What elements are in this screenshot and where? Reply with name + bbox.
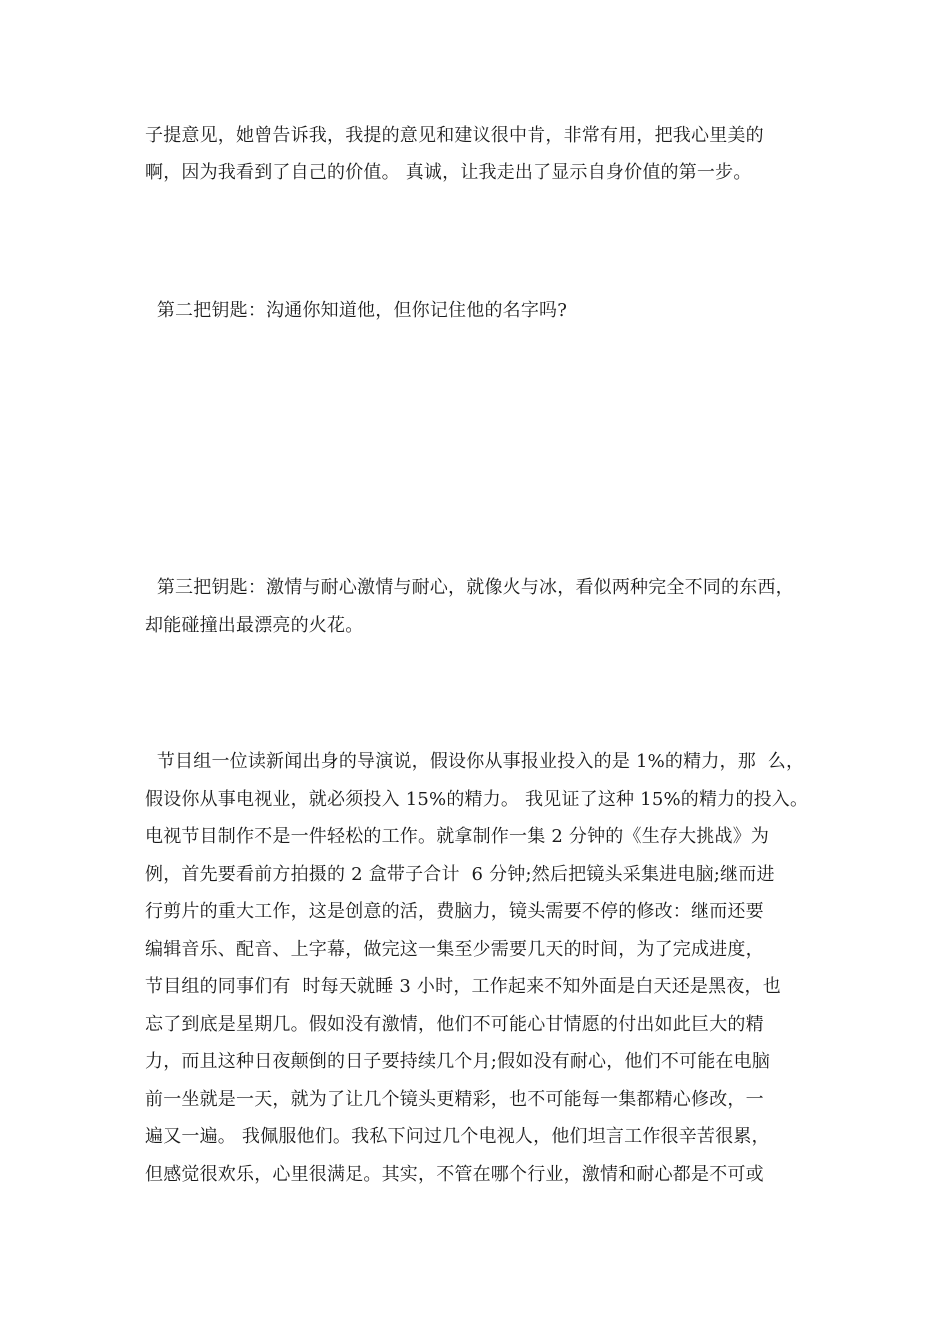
- paragraph-main-line: 忘了到底是星期几。假如没有激情，他们不可能心甘情愿的付出如此巨大的精: [145, 1014, 764, 1035]
- paragraph-main-line: 例，首先要看前方拍摄的 2 盒带子合计 6 分钟;然后把镜头采集进电脑;继而进: [145, 864, 775, 885]
- paragraph-key-3-line-2: 却能碰撞出最漂亮的火花。: [145, 615, 364, 636]
- paragraph-main-line: 但感觉很欢乐，心里很满足。其实，不管在哪个行业，激情和耐心都是不可或: [145, 1164, 764, 1185]
- paragraph-main-line: 假设你从事电视业，就必须投入 15%的精力。 我见证了这种 15%的精力的投入。: [145, 789, 809, 810]
- paragraph-main-line: 前一坐就是一天，就为了让几个镜头更精彩，也不可能每一集都精心修改，一: [145, 1089, 764, 1110]
- paragraph-main-line: 节目组一位读新闻出身的导演说，假设你从事报业投入的是 1%的精力，那 么，: [145, 751, 805, 772]
- paragraph-main-line: 力，而且这种日夜颠倒的日子要持续几个月;假如没有耐心，他们不可能在电脑: [145, 1051, 771, 1072]
- paragraph-main-line: 电视节目制作不是一件轻松的工作。就拿制作一集 2 分钟的《生存大挑战》为: [145, 826, 770, 847]
- paragraph-main-line: 节目组的同事们有 时每天就睡 3 小时，工作起来不知外面是白天还是黑夜，也: [145, 976, 781, 997]
- paragraph-key-3-line-1: 第三把钥匙：激情与耐心激情与耐心，就像火与冰，看似两种完全不同的东西，: [145, 577, 794, 598]
- paragraph-main-line: 编辑音乐、配音、上字幕，做完这一集至少需要几天的时间，为了完成进度，: [145, 939, 764, 960]
- paragraph-1-line-2: 啊，因为我看到了自己的价值。 真诚，让我走出了显示自身价值的第一步。: [145, 162, 752, 183]
- heading-key-2: 第二把钥匙：沟通你知道他，但你记住他的名字吗?: [145, 300, 568, 321]
- paragraph-1-line-1: 子提意见，她曾告诉我，我提的意见和建议很中肯，非常有用，把我心里美的: [145, 125, 764, 146]
- paragraph-main-line: 遍又一遍。 我佩服他们。我私下问过几个电视人，他们坦言工作很辛苦很累，: [145, 1126, 770, 1147]
- paragraph-main-line: 行剪片的重大工作，这是创意的活，费脑力，镜头需要不停的修改：继而还要: [145, 901, 764, 922]
